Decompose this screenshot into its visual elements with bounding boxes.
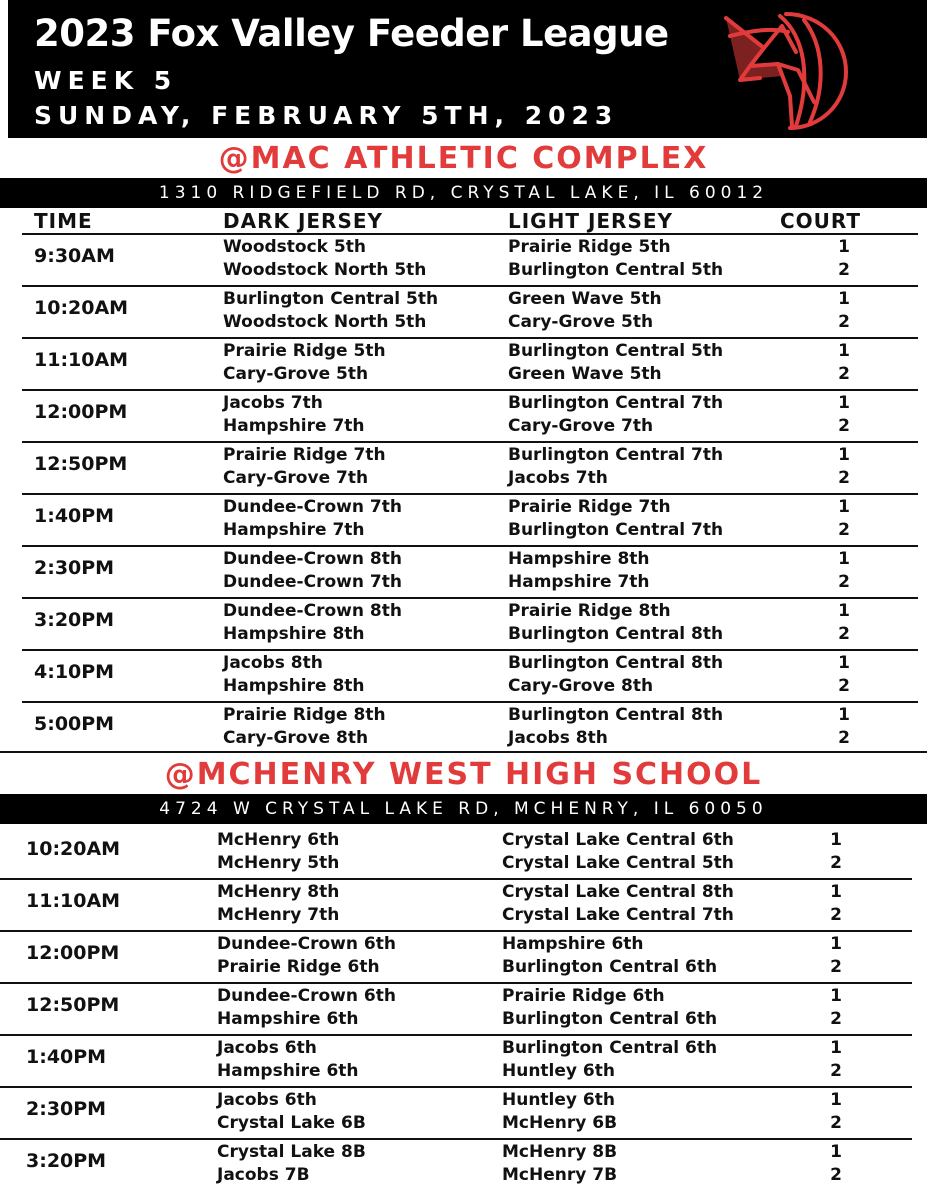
- dark-team-court-2: Hampshire 8th: [223, 675, 365, 696]
- light-team-court-2: Crystal Lake Central 5th: [502, 852, 734, 873]
- dark-team-court-1: Jacobs 8th: [223, 653, 323, 673]
- game-row: [0, 337, 927, 389]
- column-header-light-jersey: LIGHT JERSEY: [508, 209, 673, 233]
- light-team-court-1: McHenry 8B: [502, 1142, 618, 1162]
- court-number: 1: [838, 445, 850, 465]
- dark-team-court-2: Hampshire 6th: [217, 1060, 359, 1081]
- light-team-court-1: Burlington Central 7th: [508, 445, 724, 465]
- light-team-court-2: Cary-Grove 8th: [508, 675, 654, 696]
- dark-team-court-2: Cary-Grove 7th: [223, 467, 369, 488]
- light-team-court-1: Prairie Ridge 5th: [508, 237, 671, 257]
- light-jersey-teams: [502, 829, 734, 874]
- dark-team-court-2: Prairie Ridge 6th: [217, 956, 380, 977]
- court-number: 1: [838, 289, 850, 309]
- court-number: 2: [838, 623, 850, 644]
- light-team-court-1: Burlington Central 5th: [508, 341, 724, 361]
- court-number: 1: [830, 1038, 842, 1058]
- game-time: 10:20AM: [34, 297, 129, 319]
- light-team-court-1: Prairie Ridge 7th: [508, 497, 671, 517]
- dark-team-court-2: Cary-Grove 8th: [223, 727, 369, 748]
- court-number: 1: [830, 986, 842, 1006]
- game-time: 11:10AM: [34, 349, 129, 371]
- game-row: [0, 1138, 927, 1190]
- game-row: [0, 878, 927, 930]
- light-team-court-2: Crystal Lake Central 7th: [502, 904, 734, 925]
- game-row: [0, 826, 927, 878]
- court-number: 1: [830, 1090, 842, 1110]
- light-jersey-teams: [502, 1037, 717, 1082]
- light-jersey-teams: [508, 444, 723, 489]
- light-jersey-teams: [502, 1089, 617, 1134]
- dark-jersey-teams: [223, 392, 365, 437]
- dark-team-court-2: McHenry 7th: [217, 904, 340, 925]
- light-team-court-2: Burlington Central 8th: [508, 623, 724, 644]
- light-team-court-1: Burlington Central 8th: [508, 653, 724, 673]
- dark-team-court-2: Dundee-Crown 7th: [223, 571, 402, 592]
- game-row: [0, 545, 927, 597]
- light-jersey-teams: [508, 652, 723, 697]
- dark-jersey-teams: [223, 288, 438, 333]
- row-divider: [0, 1034, 912, 1036]
- row-divider: [0, 930, 912, 932]
- court-numbers: [822, 1037, 842, 1082]
- light-team-court-2: Burlington Central 7th: [508, 519, 724, 540]
- game-row: [0, 930, 927, 982]
- light-jersey-teams: [508, 288, 662, 333]
- light-team-court-2: Jacobs 7th: [508, 467, 608, 488]
- court-number: 2: [830, 1060, 842, 1081]
- court-numbers: [822, 881, 842, 926]
- court-numbers: [822, 933, 842, 978]
- court-number: 2: [838, 571, 850, 592]
- row-divider: [22, 337, 918, 339]
- light-team-court-2: Huntley 6th: [502, 1060, 615, 1081]
- column-header-time: TIME: [34, 209, 93, 233]
- dark-team-court-1: Jacobs 7th: [223, 393, 323, 413]
- row-divider: [22, 441, 918, 443]
- dark-team-court-1: Dundee-Crown 6th: [217, 986, 396, 1006]
- game-row: [0, 233, 927, 285]
- dark-jersey-teams: [217, 829, 339, 874]
- court-numbers: [830, 600, 850, 645]
- light-team-court-1: Burlington Central 6th: [502, 1038, 718, 1058]
- court-numbers: [830, 340, 850, 385]
- dark-team-court-2: Hampshire 7th: [223, 519, 365, 540]
- court-number: 1: [830, 882, 842, 902]
- game-time: 5:00PM: [34, 713, 115, 735]
- column-header-dark-jersey: DARK JERSEY: [223, 209, 383, 233]
- dark-team-court-1: Dundee-Crown 8th: [223, 549, 402, 569]
- light-jersey-teams: [508, 548, 650, 593]
- row-divider: [22, 493, 918, 495]
- light-team-court-2: Cary-Grove 7th: [508, 415, 654, 436]
- venue-1-address: 1310 RIDGEFIELD RD, CRYSTAL LAKE, IL 60012: [0, 178, 927, 208]
- court-number: 1: [838, 705, 850, 725]
- dark-jersey-teams: [223, 652, 365, 697]
- dark-jersey-teams: [223, 444, 386, 489]
- venue-2-schedule: [0, 826, 927, 1190]
- court-number: 1: [838, 653, 850, 673]
- game-time: 2:30PM: [34, 557, 115, 579]
- game-time: 2:30PM: [26, 1098, 107, 1120]
- dark-team-court-2: McHenry 5th: [217, 852, 340, 873]
- dark-team-court-1: Prairie Ridge 8th: [223, 705, 386, 725]
- light-team-court-1: Green Wave 5th: [508, 289, 662, 309]
- court-number: 2: [838, 415, 850, 436]
- court-number: 2: [830, 852, 842, 873]
- dark-jersey-teams: [223, 704, 386, 749]
- court-numbers: [830, 444, 850, 489]
- game-time: 12:50PM: [34, 453, 128, 475]
- dark-team-court-1: Dundee-Crown 8th: [223, 601, 402, 621]
- court-number: 1: [838, 393, 850, 413]
- header-banner: [8, 0, 927, 138]
- section-end-divider: [0, 751, 927, 753]
- light-team-court-1: Hampshire 6th: [502, 934, 644, 954]
- dark-jersey-teams: [223, 496, 402, 541]
- light-team-court-2: Jacobs 8th: [508, 727, 608, 748]
- row-divider: [22, 389, 918, 391]
- row-divider: [0, 982, 912, 984]
- court-number: 1: [830, 830, 842, 850]
- game-row: [0, 982, 927, 1034]
- game-row: [0, 389, 927, 441]
- light-team-court-1: Prairie Ridge 8th: [508, 601, 671, 621]
- dark-jersey-teams: [223, 340, 386, 385]
- light-team-court-1: Prairie Ridge 6th: [502, 986, 665, 1006]
- game-row: [0, 493, 927, 545]
- league-title: 2023 Fox Valley Feeder League: [34, 12, 669, 55]
- light-team-court-2: Burlington Central 6th: [502, 956, 718, 977]
- row-divider: [22, 649, 918, 651]
- dark-jersey-teams: [217, 1089, 366, 1134]
- court-numbers: [830, 392, 850, 437]
- court-numbers: [822, 1141, 842, 1186]
- court-number: 2: [830, 1008, 842, 1029]
- game-time: 9:30AM: [34, 245, 115, 267]
- venue-2-address: 4724 W CRYSTAL LAKE RD, MCHENRY, IL 60050: [0, 794, 927, 824]
- court-number: 2: [838, 727, 850, 748]
- court-number: 2: [838, 259, 850, 280]
- court-number: 2: [830, 956, 842, 977]
- game-time: 11:10AM: [26, 890, 121, 912]
- row-divider: [22, 545, 918, 547]
- fox-basketball-logo-icon: [720, 6, 852, 132]
- game-row: [0, 1086, 927, 1138]
- week-label: WEEK 5: [34, 66, 178, 95]
- light-team-court-2: Burlington Central 6th: [502, 1008, 718, 1029]
- dark-team-court-1: Jacobs 6th: [217, 1090, 317, 1110]
- court-numbers: [830, 288, 850, 333]
- game-row: [0, 701, 927, 753]
- game-time: 12:50PM: [26, 994, 120, 1016]
- light-team-court-2: Green Wave 5th: [508, 363, 662, 384]
- court-number: 1: [838, 237, 850, 257]
- dark-team-court-1: Jacobs 6th: [217, 1038, 317, 1058]
- court-number: 1: [838, 601, 850, 621]
- game-row: [0, 649, 927, 701]
- court-numbers: [822, 829, 842, 874]
- dark-jersey-teams: [223, 600, 402, 645]
- dark-team-court-1: McHenry 8th: [217, 882, 340, 902]
- court-number: 1: [838, 549, 850, 569]
- dark-jersey-teams: [217, 1037, 359, 1082]
- dark-team-court-1: Dundee-Crown 6th: [217, 934, 396, 954]
- row-divider: [22, 597, 918, 599]
- dark-team-court-2: Cary-Grove 5th: [223, 363, 369, 384]
- court-number: 2: [838, 467, 850, 488]
- dark-jersey-teams: [223, 548, 402, 593]
- column-header-court: COURT: [780, 209, 862, 233]
- row-divider: [0, 878, 912, 880]
- game-time: 3:20PM: [34, 609, 115, 631]
- court-numbers: [830, 704, 850, 749]
- court-numbers: [830, 496, 850, 541]
- light-jersey-teams: [502, 933, 717, 978]
- light-jersey-teams: [508, 600, 723, 645]
- court-numbers: [830, 236, 850, 281]
- dark-team-court-2: Hampshire 7th: [223, 415, 365, 436]
- court-number: 2: [838, 675, 850, 696]
- dark-team-court-1: Dundee-Crown 7th: [223, 497, 402, 517]
- court-number: 2: [830, 904, 842, 925]
- light-team-court-2: Cary-Grove 5th: [508, 311, 654, 332]
- game-time: 3:20PM: [26, 1150, 107, 1172]
- light-team-court-2: McHenry 6B: [502, 1112, 618, 1133]
- court-numbers: [830, 652, 850, 697]
- dark-team-court-1: Woodstock 5th: [223, 237, 366, 257]
- row-divider: [22, 285, 918, 287]
- dark-team-court-1: Crystal Lake 8B: [217, 1142, 366, 1162]
- dark-jersey-teams: [217, 985, 396, 1030]
- light-team-court-2: McHenry 7B: [502, 1164, 618, 1185]
- light-jersey-teams: [508, 236, 723, 281]
- court-numbers: [830, 548, 850, 593]
- light-team-court-1: Crystal Lake Central 8th: [502, 882, 734, 902]
- row-divider: [22, 701, 918, 703]
- row-divider: [0, 1086, 912, 1088]
- game-row: [0, 1034, 927, 1086]
- light-jersey-teams: [502, 881, 734, 926]
- light-team-court-1: Huntley 6th: [502, 1090, 615, 1110]
- game-time: 1:40PM: [26, 1046, 107, 1068]
- light-team-court-1: Burlington Central 7th: [508, 393, 724, 413]
- light-jersey-teams: [508, 392, 723, 437]
- dark-jersey-teams: [217, 1141, 366, 1186]
- venue-1-name: @MAC ATHLETIC COMPLEX: [218, 141, 709, 176]
- light-jersey-teams: [502, 985, 717, 1030]
- game-row: [0, 285, 927, 337]
- light-jersey-teams: [508, 704, 723, 749]
- dark-jersey-teams: [217, 933, 396, 978]
- game-time: 1:40PM: [34, 505, 115, 527]
- dark-team-court-1: Prairie Ridge 5th: [223, 341, 386, 361]
- court-number: 2: [838, 519, 850, 540]
- court-numbers: [822, 985, 842, 1030]
- dark-team-court-2: Jacobs 7B: [217, 1164, 310, 1185]
- event-date: SUNDAY, FEBRUARY 5TH, 2023: [34, 101, 619, 130]
- venue-2-name: @MCHENRY WEST HIGH SCHOOL: [164, 757, 763, 792]
- court-number: 2: [830, 1112, 842, 1133]
- court-number: 1: [830, 1142, 842, 1162]
- light-team-court-2: Hampshire 7th: [508, 571, 650, 592]
- light-team-court-1: Crystal Lake Central 6th: [502, 830, 734, 850]
- light-team-court-1: Hampshire 8th: [508, 549, 650, 569]
- dark-team-court-1: McHenry 6th: [217, 830, 340, 850]
- light-jersey-teams: [508, 340, 723, 385]
- venue-1-schedule: [0, 233, 927, 753]
- dark-team-court-2: Crystal Lake 6B: [217, 1112, 366, 1133]
- light-team-court-1: Burlington Central 8th: [508, 705, 724, 725]
- court-number: 1: [838, 497, 850, 517]
- game-time: 10:20AM: [26, 838, 121, 860]
- court-number: 1: [838, 341, 850, 361]
- dark-team-court-2: Woodstock North 5th: [223, 259, 427, 280]
- dark-team-court-1: Burlington Central 5th: [223, 289, 439, 309]
- dark-jersey-teams: [217, 881, 339, 926]
- dark-team-court-1: Prairie Ridge 7th: [223, 445, 386, 465]
- dark-team-court-2: Hampshire 6th: [217, 1008, 359, 1029]
- row-divider: [0, 1138, 912, 1140]
- light-jersey-teams: [502, 1141, 617, 1186]
- game-time: 4:10PM: [34, 661, 115, 683]
- court-number: 1: [830, 934, 842, 954]
- row-divider: [22, 233, 918, 235]
- game-row: [0, 597, 927, 649]
- dark-team-court-2: Woodstock North 5th: [223, 311, 427, 332]
- court-number: 2: [838, 311, 850, 332]
- light-jersey-teams: [508, 496, 723, 541]
- dark-team-court-2: Hampshire 8th: [223, 623, 365, 644]
- light-team-court-2: Burlington Central 5th: [508, 259, 724, 280]
- game-time: 12:00PM: [26, 942, 120, 964]
- game-time: 12:00PM: [34, 401, 128, 423]
- court-numbers: [822, 1089, 842, 1134]
- court-number: 2: [830, 1164, 842, 1185]
- dark-jersey-teams: [223, 236, 426, 281]
- game-row: [0, 441, 927, 493]
- court-number: 2: [838, 363, 850, 384]
